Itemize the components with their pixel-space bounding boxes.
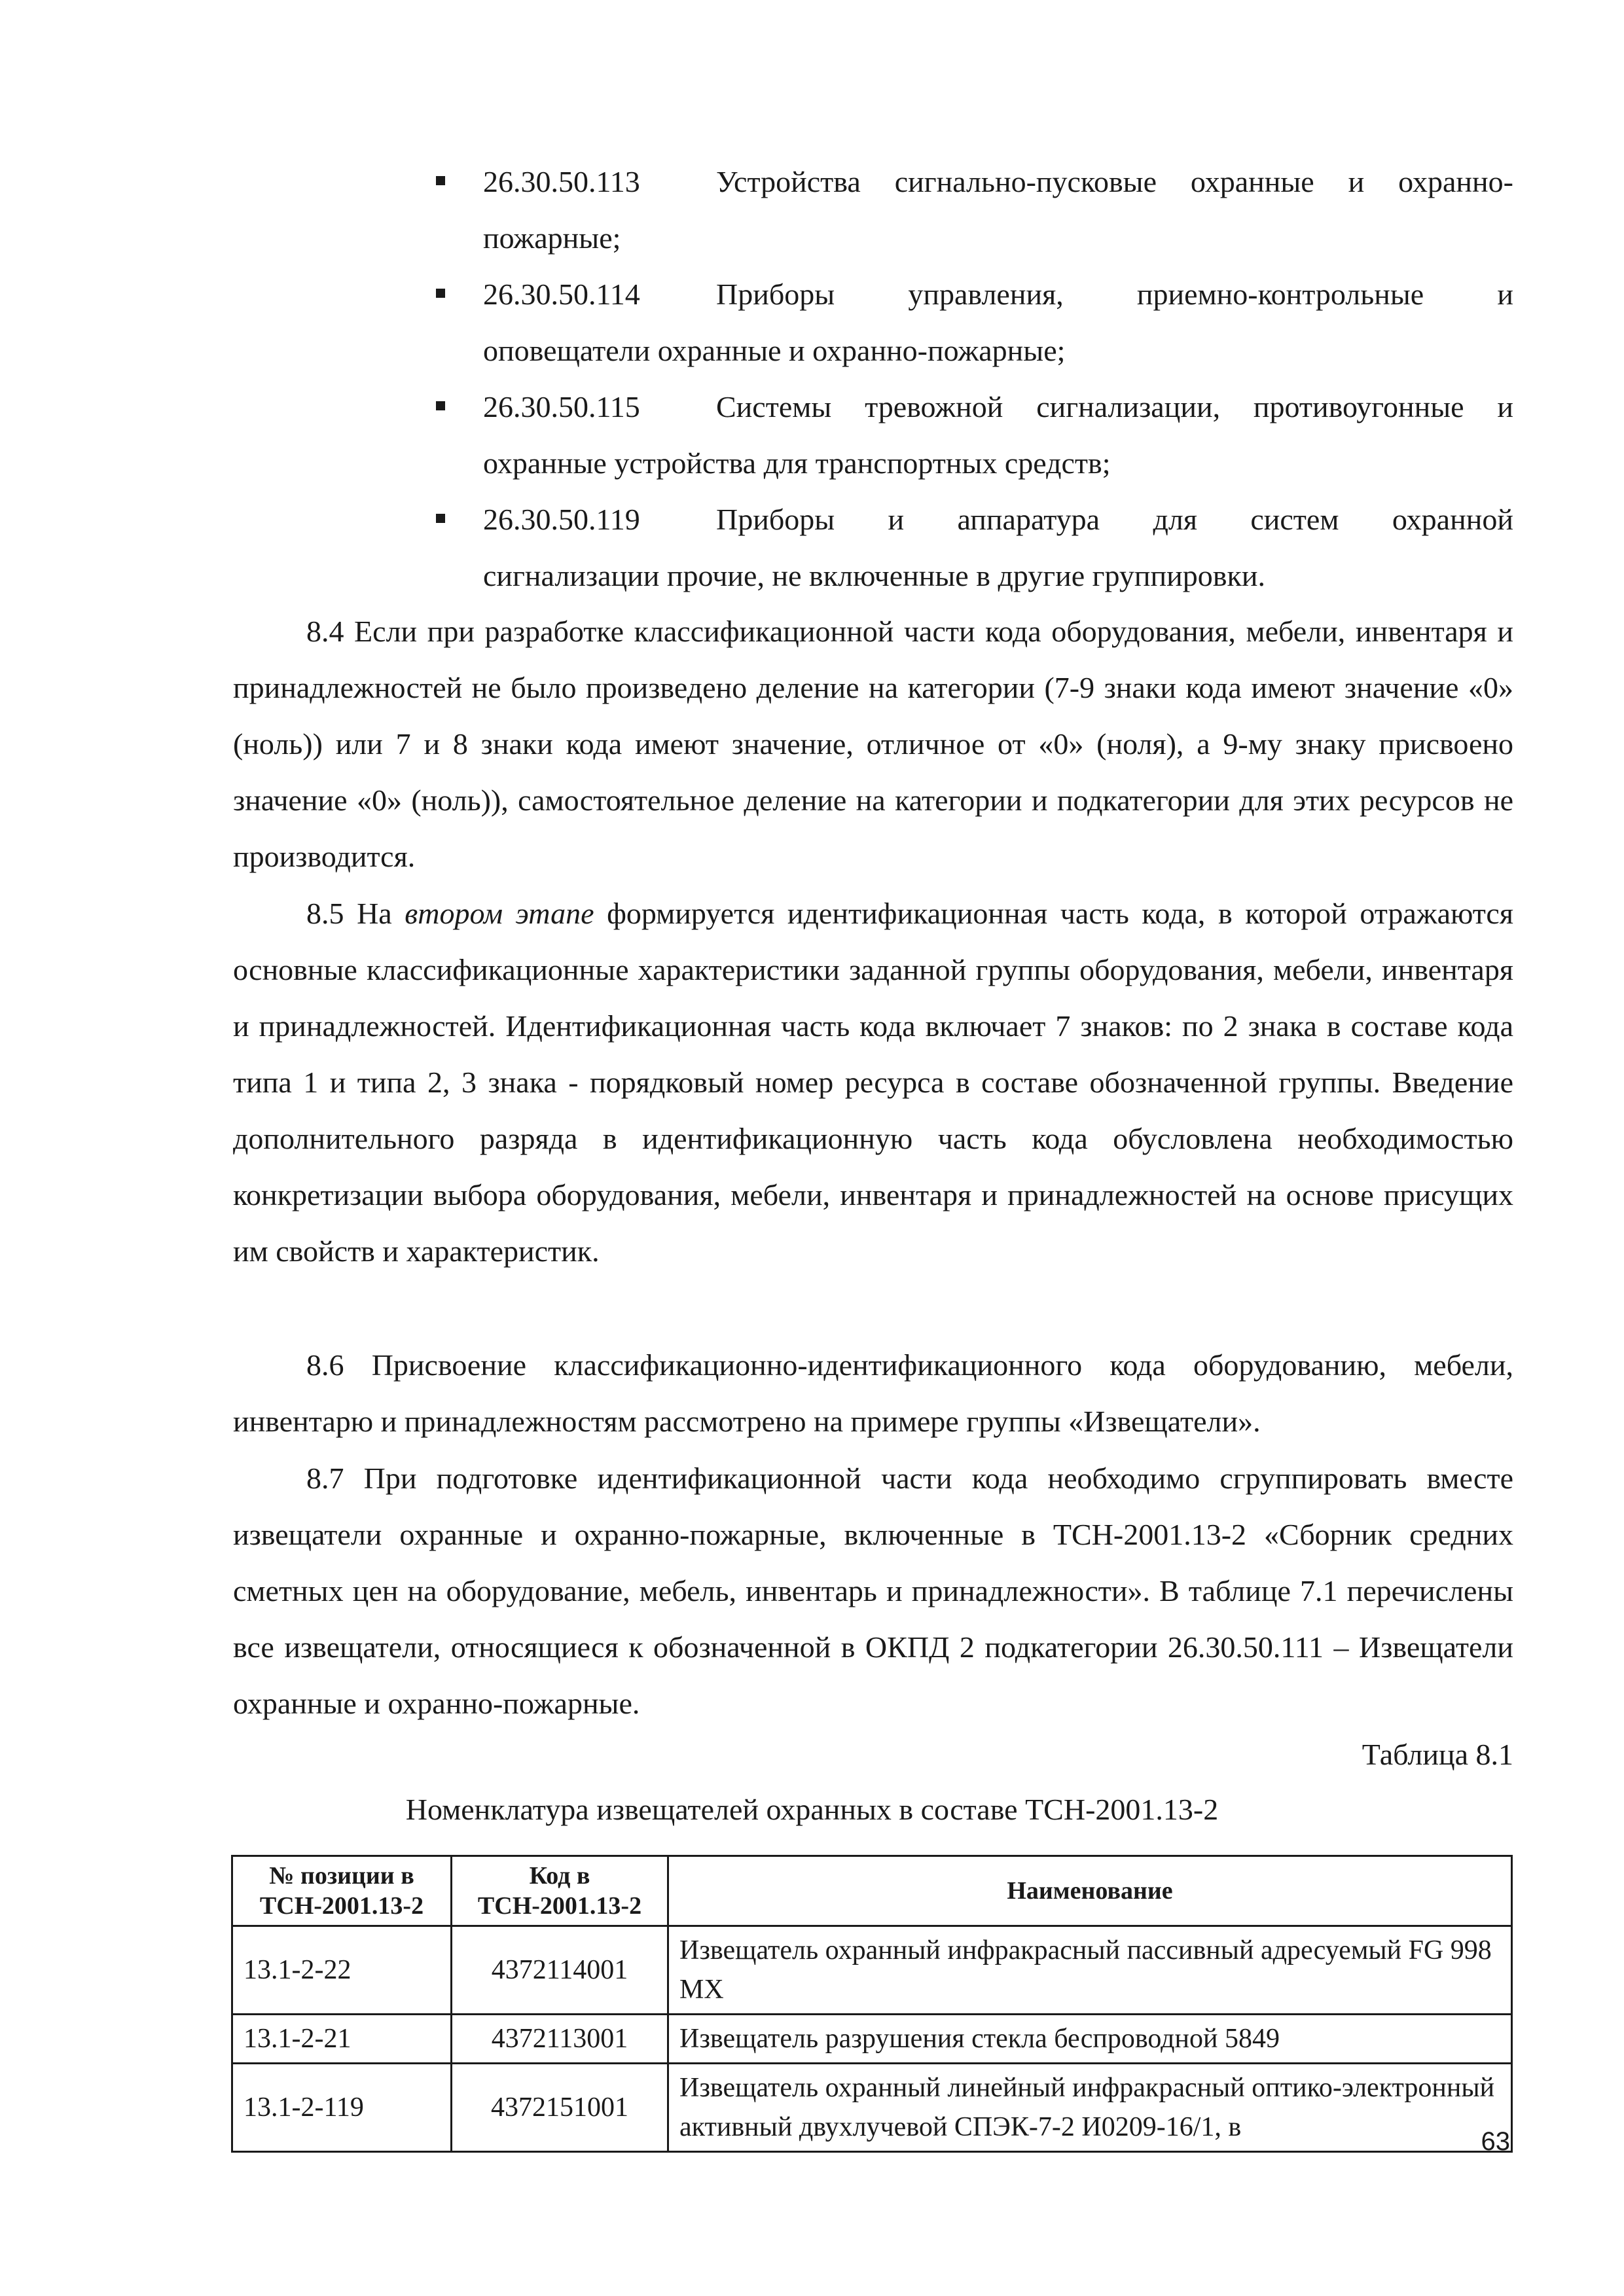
bullet-word: приемно-контрольные <box>1136 278 1424 311</box>
header-position: № позиции в ТСН-2001.13-2 <box>232 1856 452 1926</box>
bullet-word: Приборы <box>716 278 835 311</box>
bullet-word: противоугонные <box>1253 390 1464 423</box>
bullet-word: Системы <box>716 390 832 423</box>
bullet-word: и <box>1497 390 1513 423</box>
table-header-row <box>232 1856 1512 1926</box>
bullet-marker <box>436 176 445 185</box>
table-row <box>232 1926 1512 2015</box>
paragraph-8-4: 8.4 Если при разработке классификационной части кода оборудования, мебели, инвентаря и принадлежностей не было произведено деление на категории (7-9 знаки кода имеют значение «0» (ноль)) или 7 и 8 знаки кода имеют значение, отличное от «0» (ноля), а 9-му знаку присвоено значение «0» (ноль)), самостоятельное деление на категории и подкатегории для этих ресурсов не производится. <box>233 615 1513 873</box>
bullet-word: и <box>1497 278 1513 311</box>
page-number: 63 <box>1481 2127 1510 2156</box>
bullet-code: 26.30.50.115 <box>483 390 640 423</box>
paragraph-8-7: 8.7 При подготовке идентификационной части кода необходимо сгруппировать вместе извещатели охранные и охранно-пожарные, включенные в ТСН-2001.13-2 «Сборник средних сметных цен на оборудование, мебель, инвентарь и принадлежности». В таблице 7.1 перечислены все извещатели, относящиеся к обозначенной в ОКПД 2 подкатегории 26.30.50.111 – Извещатели охранные и охранно-пожарные. <box>233 1462 1513 1720</box>
bullet-word: Приборы <box>716 503 835 536</box>
cell-name: Извещатель охранный инфракрасный пассивный адресуемый FG 998 MX <box>668 1926 1512 2015</box>
bullet-continuation: сигнализации прочие, не включенные в другие группировки. <box>483 559 1265 592</box>
bullet-item <box>432 492 1513 604</box>
cell-name: Извещатель разрушения стекла беспроводной 5849 <box>668 2015 1512 2064</box>
cell-position: 13.1-2-22 <box>232 1926 452 2015</box>
cell-code: 4372151001 <box>452 2064 668 2152</box>
paragraph-8-5-rest: формируется идентификационная часть кода, в которой отражаются основные классификационные характеристики заданной группы оборудования, мебели, инвентаря и принадлежностей. Идентификационная часть кода включает 7 знаков: по 2 знака в составе кода типа 1 и типа 2, 3 знака - порядковый номер ресурса в составе обозначенной группы. Введение дополнительного разряда в идентификационную часть кода обусловлена необходимостью конкретизации выбора оборудования, мебели, инвентаря и принадлежностей на основе присущих им свойств и характеристик. <box>233 897 1513 1268</box>
cell-name: Извещатель охранный линейный инфракрасный оптико-электронный активный двухлучевой СПЭК-7-2 И0209-16/1, в <box>668 2064 1512 2152</box>
bullet-word: для <box>1153 503 1197 536</box>
bullet-item <box>432 379 1513 492</box>
bullet-word: систем <box>1250 503 1339 536</box>
bullet-item <box>432 154 1513 266</box>
bullet-marker <box>436 289 445 298</box>
bullet-list <box>432 154 1513 604</box>
bullet-word: тревожной <box>865 390 1003 423</box>
bullet-continuation: охранные устройства для транспортных средств; <box>483 446 1111 480</box>
paragraph-8-5-start: 8.5 На <box>306 897 405 930</box>
bullet-word: сигнализации, <box>1036 390 1221 423</box>
cell-code: 4372114001 <box>452 1926 668 2015</box>
bullet-item <box>432 266 1513 379</box>
cell-code: 4372113001 <box>452 2015 668 2064</box>
bullet-code: 26.30.50.119 <box>483 503 640 536</box>
table-row <box>232 2015 1512 2064</box>
table-title: Номенклатура извещателей охранных в составе ТСН-2001.13-2 <box>405 1793 1219 1826</box>
paragraph-8-5 <box>233 886 1513 1280</box>
cell-position: 13.1-2-21 <box>232 2015 452 2064</box>
bullet-continuation: пожарные; <box>483 221 621 255</box>
bullet-marker <box>436 514 445 523</box>
bullet-word: и <box>1348 165 1365 198</box>
bullet-word: охранно- <box>1398 165 1513 198</box>
bullet-marker <box>436 401 445 410</box>
bullet-word: сигнально-пусковые <box>894 165 1157 198</box>
emphasis-text: втором этапе <box>405 897 594 930</box>
bullet-code: 26.30.50.114 <box>483 278 640 311</box>
bullet-code: 26.30.50.113 <box>483 165 640 198</box>
header-code: Код в ТСН-2001.13-2 <box>452 1856 668 1926</box>
bullet-word: охранные <box>1190 165 1314 198</box>
bullet-word: и <box>888 503 905 536</box>
nomenclature-table <box>231 1855 1513 2153</box>
bullet-word: аппаратура <box>957 503 1100 536</box>
cell-position: 13.1-2-119 <box>232 2064 452 2152</box>
paragraph-8-6: 8.6 Присвоение классификационно-идентификационного кода оборудованию, мебели, инвентарю и принадлежностям рассмотрено на примере группы «Извещатели». <box>233 1348 1513 1438</box>
bullet-word: охранной <box>1392 503 1513 536</box>
header-name: Наименование <box>668 1856 1512 1926</box>
bullet-word: Устройства <box>716 165 861 198</box>
table-row <box>232 2064 1512 2152</box>
bullet-word: управления, <box>908 278 1064 311</box>
bullet-continuation: оповещатели охранные и охранно-пожарные; <box>483 334 1066 367</box>
table-label: Таблица 8.1 <box>1362 1738 1513 1771</box>
